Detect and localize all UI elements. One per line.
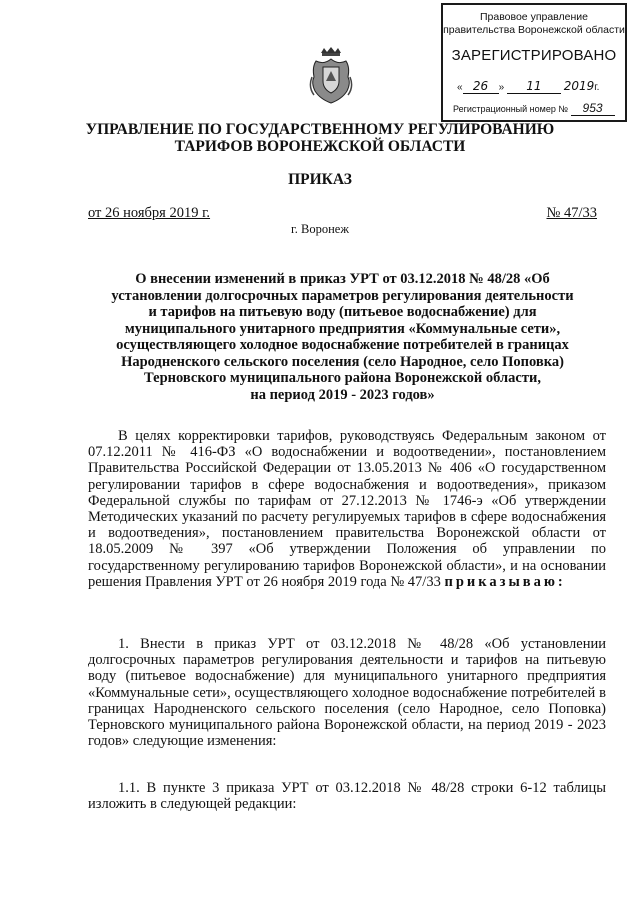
decree-word: приказываю: bbox=[444, 573, 566, 590]
stamp-year: 2019 bbox=[563, 79, 595, 93]
organization-name bbox=[0, 121, 640, 155]
organization-line-1: УПРАВЛЕНИЕ ПО ГОСУДАРСТВЕННОМУ РЕГУЛИРОВАНИЮ bbox=[85, 121, 555, 138]
stamp-title: ЗАРЕГИСТРИРОВАНО bbox=[451, 47, 617, 64]
document-city: г. Воронеж bbox=[291, 222, 349, 236]
clause-1-text: 1. Внести в приказ УРТ от 03.12.2018 № 48/28 «Об установлении долгосрочных параметров регулирования деятельности и тарифов на питьевую воду (питьевое водоснабжение) для муниципального унитарного предприятия «Коммунальные сети», осуществляющего холодное водоснабжение потребителей в границах Народненского сельского поселения (село Народное, село Поповка) Терновского муниципального района Воронежской области, на период 2019 - 2023 годов» следующие изменения: bbox=[88, 636, 606, 750]
registration-stamp bbox=[441, 3, 627, 122]
stamp-reg-label: Регистрационный номер № bbox=[453, 104, 569, 114]
title-line: Народненского сельского поселения (село Народное, село Поповка) bbox=[121, 353, 564, 370]
document-date: от 26 ноября 2019 г. bbox=[88, 205, 211, 221]
document-number: № 47/33 bbox=[546, 205, 597, 221]
document-type: ПРИКАЗ bbox=[288, 171, 352, 188]
clause-1-1 bbox=[88, 780, 606, 812]
coat-of-arms-icon bbox=[308, 47, 354, 105]
title-line: Терновского муниципального района Воронежской области, bbox=[144, 370, 541, 386]
clause-1 bbox=[88, 636, 606, 749]
stamp-organization: Правовое управление правительства Воронежской области bbox=[443, 11, 625, 36]
title-line: на период 2019 - 2023 годов» bbox=[250, 386, 435, 403]
stamp-day: 26 bbox=[463, 79, 499, 94]
organization-line-2: ТАРИФОВ ВОРОНЕЖСКОЙ ОБЛАСТИ bbox=[174, 138, 466, 155]
title-line: осуществляющего холодное водоснабжение потребителей в границах bbox=[116, 337, 569, 353]
title-line: и тарифов на питьевую воду (питьевое водоснабжение) для bbox=[148, 304, 537, 320]
stamp-registration bbox=[453, 101, 629, 116]
preamble-text: В целях корректировки тарифов, руководствуясь Федеральным законом от 07.12.2011 № 416-ФЗ «О водоснабжении и водоотведении», постановлением Правительства Российской Федерации от 13.05.2013 № 406 «О государственном регулировании тарифов в сфере водоснабжения и водоотведения», приказом Федеральной службы по тарифам от 27.12.2013 № 1746-э «Об утверждении Методических указаний по расчету регулируемых тарифов в сфере водоснабжения и водоотведения», постановлением правительства Воронежской области от 18.05.2009 № 397 «Об утверждении Положения об управлении по государственному регулированию тарифов Воронежской области», и на основании решения Правления УРТ от 26 ноября 2019 года № 47/33 bbox=[88, 428, 606, 590]
title-line: О внесении изменений в приказ УРТ от 03.12.2018 № 48/28 «Об bbox=[135, 271, 550, 287]
preamble-paragraph bbox=[88, 428, 606, 590]
clause-1-1-text: 1.1. В пункте 3 приказа УРТ от 03.12.2018 № 48/28 строки 6-12 таблицы изложить в следующей редакции: bbox=[88, 780, 606, 813]
title-line: установлении долгосрочных параметров регулирования деятельности bbox=[111, 287, 574, 304]
title-line: муниципального унитарного предприятия «Коммунальные сети», bbox=[124, 320, 561, 337]
stamp-date: « 26 » 11 2019г. bbox=[457, 79, 600, 93]
document-title bbox=[85, 271, 600, 403]
stamp-reg-number: 953 bbox=[571, 101, 615, 116]
stamp-month: 11 bbox=[507, 79, 561, 94]
